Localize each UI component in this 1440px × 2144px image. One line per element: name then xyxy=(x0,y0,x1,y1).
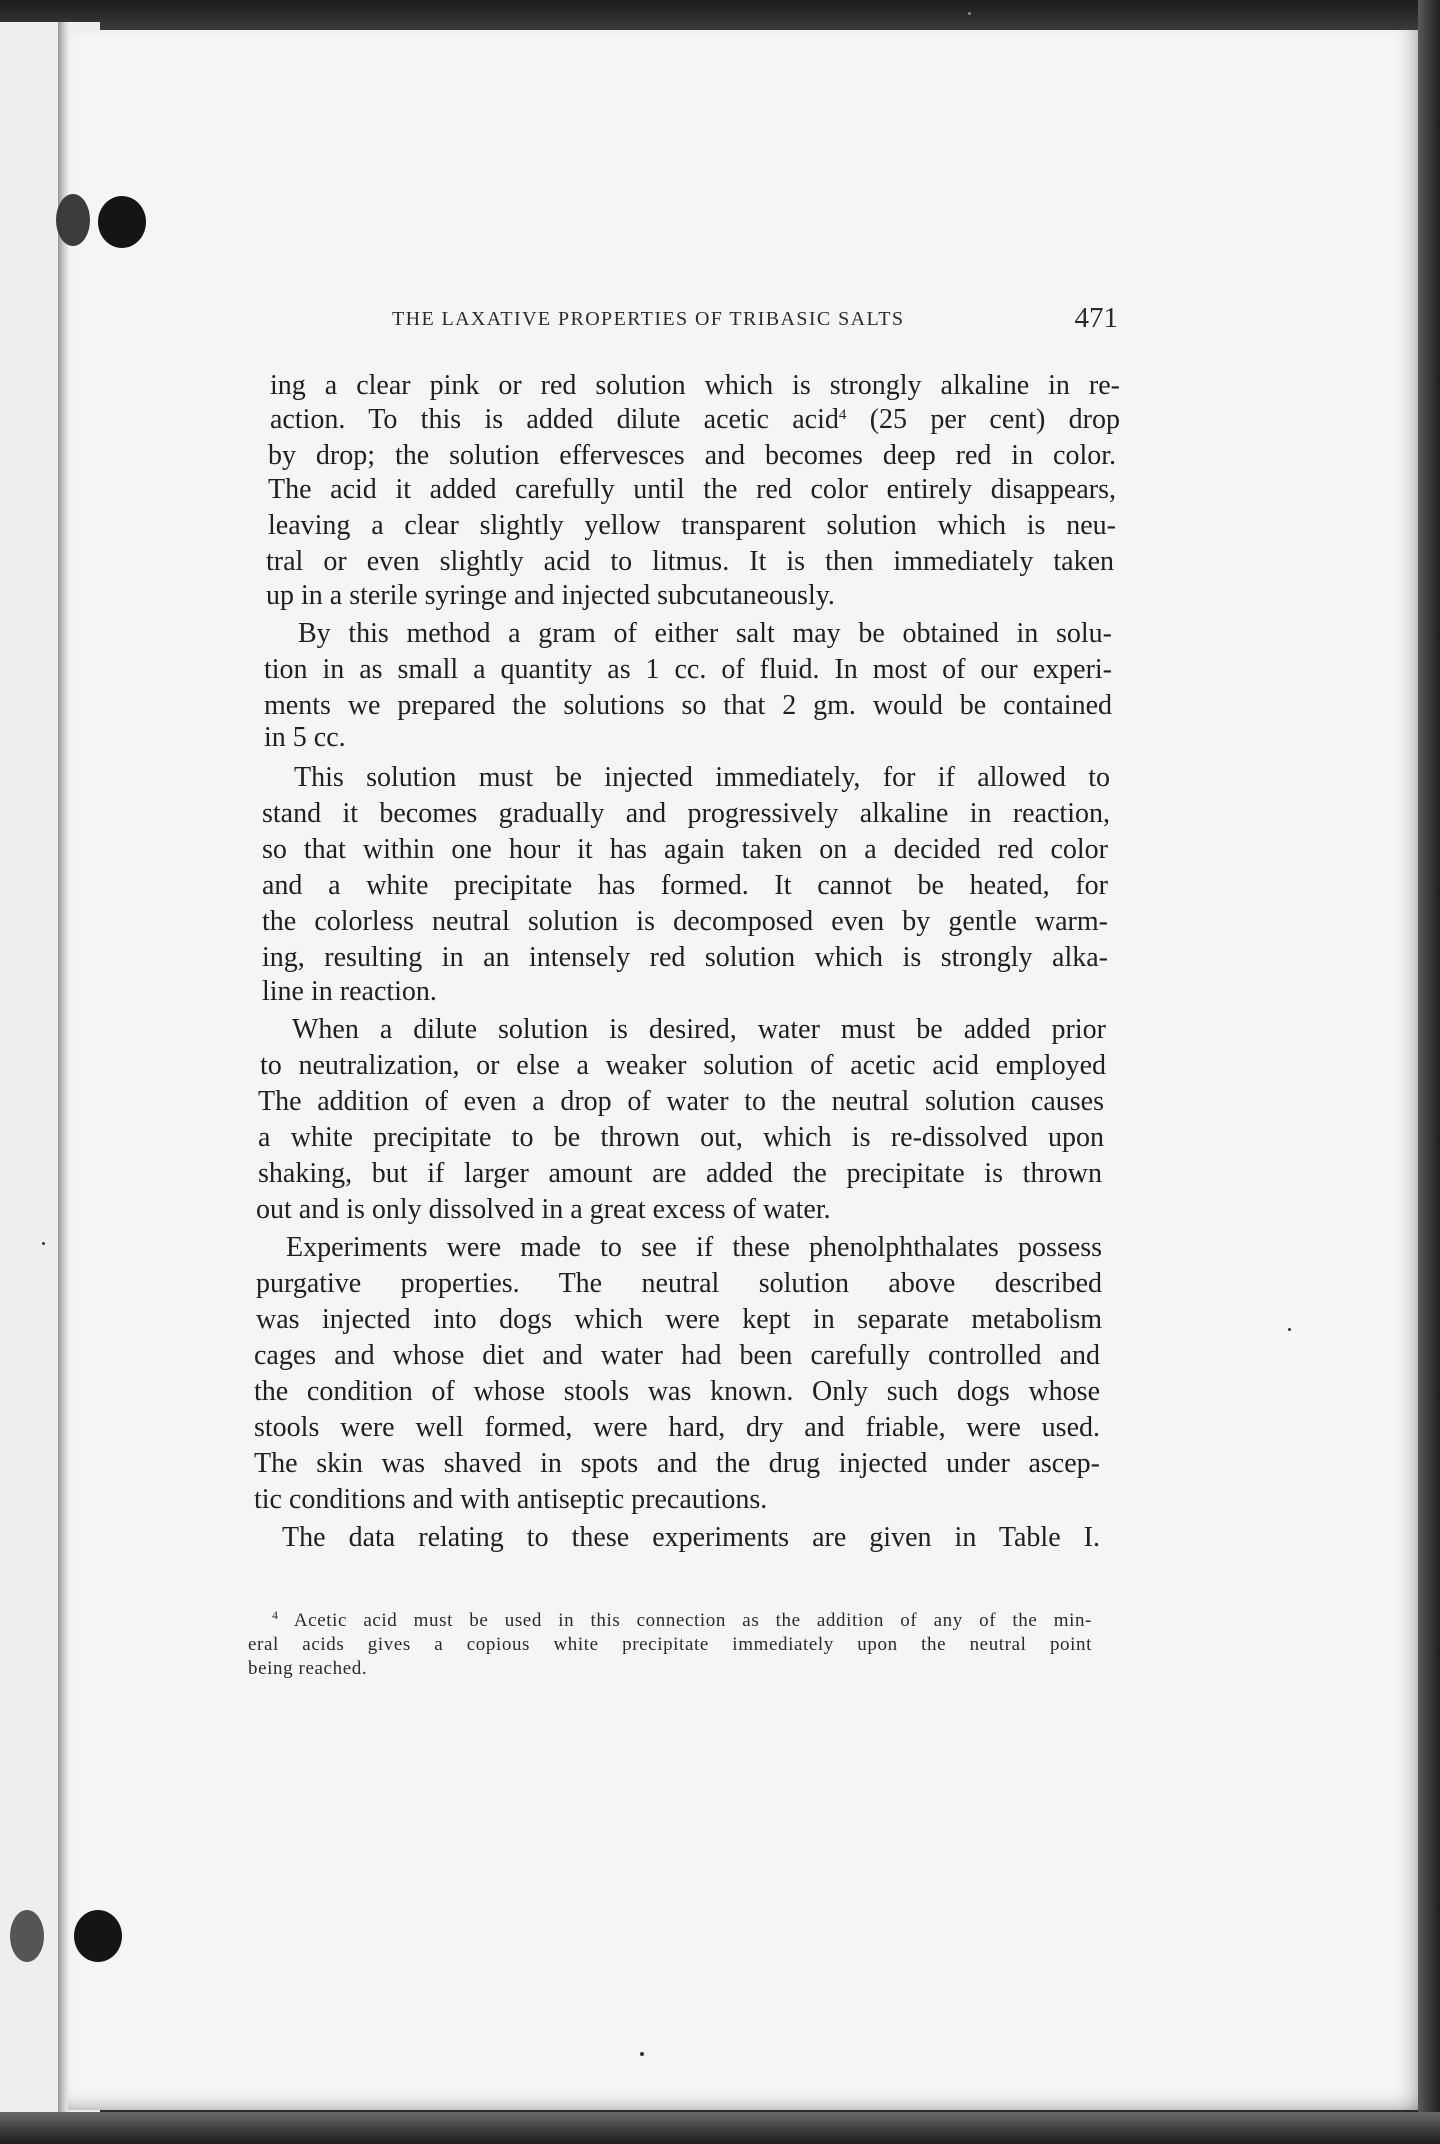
body-line: This solution must be injected immediately, for if allowed to xyxy=(294,762,1110,793)
body-line xyxy=(270,404,1120,438)
footnote-text: Acetic acid must be used in this connection as the addition of any of the min- xyxy=(293,1610,1092,1631)
body-line: out and is only dissolved in a great excess of water. xyxy=(256,1194,831,1225)
body-line: purgative properties. The neutral solution above described xyxy=(256,1268,1102,1299)
scan-frame-right xyxy=(1418,0,1440,2144)
scan-frame-bottom xyxy=(0,2112,1440,2144)
paper-speck xyxy=(1288,1328,1291,1331)
body-line: tic conditions and with antiseptic precautions. xyxy=(254,1484,768,1515)
running-head xyxy=(392,300,1118,344)
body-line: stand it becomes gradually and progressively alkaline in reaction, xyxy=(262,798,1110,829)
body-line: the condition of whose stools was known. Only such dogs whose xyxy=(254,1376,1100,1407)
body-line: in 5 cc. xyxy=(264,722,346,753)
body-line: line in reaction. xyxy=(262,976,437,1007)
body-line-text: action. To this is added dilute acetic acid xyxy=(270,404,839,435)
body-line: ing a clear pink or red solution which is strongly alkaline in re- xyxy=(270,370,1120,401)
paper-speck xyxy=(968,12,971,15)
body-line: was injected into dogs which were kept in separate metabolism xyxy=(256,1304,1102,1335)
body-line: When a dilute solution is desired, water must be added prior xyxy=(292,1014,1106,1045)
punch-hole-bottom-left xyxy=(10,1910,44,1962)
body-line: tral or even slightly acid to litmus. It is then immediately taken xyxy=(266,546,1114,577)
scan-frame-top xyxy=(0,0,1440,30)
body-line: by drop; the solution effervesces and becomes deep red in color. xyxy=(268,440,1116,471)
binder-edge xyxy=(58,22,68,2114)
body-line: tion in as small a quantity as 1 cc. of fluid. In most of our experi- xyxy=(264,654,1112,685)
body-line: By this method a gram of either salt may be obtained in solu- xyxy=(298,618,1112,649)
body-line: The addition of even a drop of water to the neutral solution causes xyxy=(258,1086,1104,1117)
body-line: Experiments were made to see if these phenolphthalates possess xyxy=(286,1232,1102,1263)
body-line: the colorless neutral solution is decomposed even by gentle warm- xyxy=(262,906,1108,937)
punch-hole-bottom xyxy=(74,1910,122,1962)
footnote-line xyxy=(272,1610,1092,1634)
body-line: shaking, but if larger amount are added the precipitate is thrown xyxy=(258,1158,1102,1189)
punch-hole-top-left xyxy=(56,194,90,246)
body-line-text: (25 per cent) drop xyxy=(869,404,1120,435)
paper-speck xyxy=(42,1242,45,1245)
body-line: to neutralization, or else a weaker solution of acetic acid employed xyxy=(260,1050,1106,1081)
body-line: so that within one hour it has again taken on a decided red color xyxy=(262,834,1108,865)
footnote-marker: 4 xyxy=(272,1608,279,1622)
footnote-line: eral acids gives a copious white precipitate immediately upon the neutral point xyxy=(248,1634,1092,1655)
page-number: 471 xyxy=(1074,302,1118,334)
body-line: a white precipitate to be thrown out, which is re-dissolved upon xyxy=(258,1122,1104,1153)
running-head-title: THE LAXATIVE PROPERTIES OF TRIBASIC SALTS xyxy=(392,308,905,330)
body-line: leaving a clear slightly yellow transparent solution which is neu- xyxy=(268,510,1116,541)
body-line: The skin was shaved in spots and the drug injected under ascep- xyxy=(254,1448,1100,1479)
body-line: cages and whose diet and water had been carefully controlled and xyxy=(254,1340,1100,1371)
footnote-reference: 4 xyxy=(838,407,847,423)
body-line: ments we prepared the solutions so that 2 gm. would be contained xyxy=(264,690,1112,721)
punch-hole-top xyxy=(98,196,146,248)
body-line: and a white precipitate has formed. It cannot be heated, for xyxy=(262,870,1108,901)
footnote-line: being reached. xyxy=(248,1658,368,1679)
body-line: ing, resulting in an intensely red solution which is strongly alka- xyxy=(262,942,1108,973)
body-line: The acid it added carefully until the red color entirely disappears, xyxy=(268,474,1116,505)
body-line: up in a sterile syringe and injected subcutaneously. xyxy=(266,580,835,611)
body-line: stools were well formed, were hard, dry and friable, were used. xyxy=(254,1412,1100,1443)
paper-speck xyxy=(640,2052,644,2056)
body-line: The data relating to these experiments are given in Table I. xyxy=(282,1522,1100,1553)
